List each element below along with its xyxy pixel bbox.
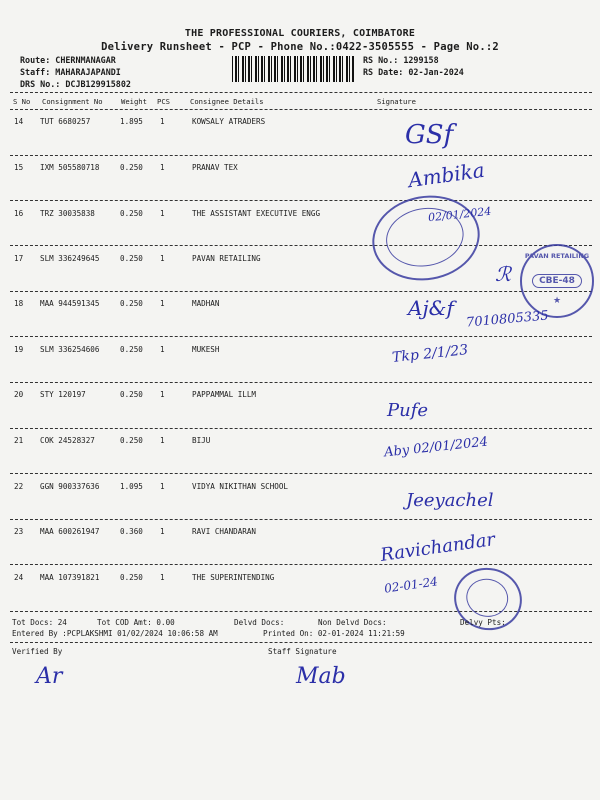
row-divider — [10, 382, 592, 383]
row-divider — [10, 473, 592, 474]
row-sno: 24 — [14, 573, 24, 582]
drs-number: DRS No.: DCJB129915802 — [20, 79, 131, 89]
header-divider-top — [10, 92, 592, 93]
row-divider — [10, 336, 592, 337]
row-consignee: RAVI CHANDARAN — [192, 527, 257, 536]
col-consignee: Consignee Details — [190, 97, 264, 106]
row-pcs: 1 — [160, 390, 165, 399]
row-sno: 19 — [14, 345, 24, 354]
row-weight: 0.250 — [120, 390, 143, 399]
verifier-signature: Ar — [36, 664, 63, 689]
row-consignee: MADHAN — [192, 299, 220, 308]
staff-label: Staff: MAHARAJAPANDI — [20, 67, 121, 77]
signature-18: Aj&f — [408, 296, 454, 320]
row-consignee: BIJU — [192, 436, 211, 445]
rs-number: RS No.: 1299158 — [363, 55, 439, 65]
row-consignee: VIDYA NIKITHAN SCHOOL — [192, 482, 289, 491]
row-consignee: PAPPAMMAL ILLM — [192, 390, 257, 399]
row-divider — [10, 291, 592, 292]
row-weight: 0.250 — [120, 163, 143, 172]
row-sno: 22 — [14, 482, 24, 491]
staff-signature-label: Staff Signature — [268, 647, 337, 656]
stamp-pavan-name: PAVAN RETAILING — [524, 252, 590, 260]
row-pcs: 1 — [160, 527, 165, 536]
row-sno: 20 — [14, 390, 24, 399]
row-consignment: IXM 505580718 — [40, 163, 100, 172]
row-pcs: 1 — [160, 254, 165, 263]
row-weight: 0.250 — [120, 209, 143, 218]
verified-by-label: Verified By — [12, 647, 63, 656]
col-pcs: PCS — [157, 97, 170, 106]
signature-16-date: 02/01/2024 — [427, 204, 492, 225]
signature-19: Tkp 2/1/23 — [391, 342, 469, 366]
row-sno: 17 — [14, 254, 24, 263]
row-pcs: 1 — [160, 482, 165, 491]
row-divider — [10, 428, 592, 429]
col-sno: S No — [13, 97, 31, 106]
signature-21: Aby 02/01/2024 — [383, 434, 489, 461]
row-consignment: COK 24528327 — [40, 436, 95, 445]
row-consignee: KOWSALY ATRADERS — [192, 117, 266, 126]
row-sno: 23 — [14, 527, 24, 536]
row-consignee: MUKESH — [192, 345, 220, 354]
col-consignment: Consignment No — [42, 97, 103, 106]
footer-divider — [10, 642, 592, 643]
row-consignee: THE SUPERINTENDING — [192, 573, 275, 582]
row-sno: 15 — [14, 163, 24, 172]
row-pcs: 1 — [160, 573, 165, 582]
row-weight: 0.250 — [120, 299, 143, 308]
signature-23: Ravichandar — [379, 529, 497, 566]
row-consignment: TUT 6680257 — [40, 117, 91, 126]
signature-20: Pufe — [387, 400, 429, 421]
row-divider — [10, 519, 592, 520]
company-title: THE PROFESSIONAL COURIERS, COIMBATORE — [184, 28, 416, 39]
row-consignee: THE ASSISTANT EXECUTIVE ENGG — [192, 209, 321, 218]
row-consignment: STY 120197 — [40, 390, 86, 399]
office-seal-stamp — [366, 187, 487, 288]
delivery-points: Delvy Pts: — [460, 618, 506, 627]
row-divider — [10, 200, 592, 201]
row-consignee: PRANAV TEX — [192, 163, 238, 172]
col-signature: Signature — [377, 97, 416, 106]
printed-on: Printed On: 02-01-2024 11:21:59 — [263, 629, 405, 638]
signature-18-phone: 7010805335 — [465, 308, 550, 331]
row-weight: 0.250 — [120, 573, 143, 582]
row-consignee: PAVAN RETAILING — [192, 254, 261, 263]
row-consignment: GGN 900337636 — [40, 482, 100, 491]
header-divider-bottom — [10, 109, 592, 110]
star-icon: ★ — [552, 296, 562, 306]
row-pcs: 1 — [160, 209, 165, 218]
row-sno: 18 — [14, 299, 24, 308]
row-consignment: SLM 336249645 — [40, 254, 100, 263]
row-weight: 0.250 — [120, 436, 143, 445]
row-pcs: 1 — [160, 117, 165, 126]
delivered-docs: Delvd Docs: — [234, 618, 285, 627]
row-consignment: TRZ 30035838 — [40, 209, 95, 218]
signature-17: ℛ — [495, 262, 511, 286]
row-weight: 1.095 — [120, 482, 143, 491]
signature-14: GSf — [405, 120, 454, 150]
signature-24-date: 02-01-24 — [383, 574, 439, 596]
stamp-pavan-code: CBE-48 — [532, 274, 582, 288]
row-sno: 21 — [14, 436, 24, 445]
signature-22: Jeeyachel — [406, 490, 494, 511]
row-consignment: MAA 944591345 — [40, 299, 100, 308]
col-weight: Weight — [121, 97, 147, 106]
barcode — [232, 56, 354, 82]
row-pcs: 1 — [160, 436, 165, 445]
total-docs: Tot Docs: 24 — [12, 618, 67, 627]
runsheet-subtitle: Delivery Runsheet - PCP - Phone No.:0422-3505555 - Page No.:2 — [101, 41, 499, 53]
non-delivered-docs: Non Delvd Docs: — [318, 618, 387, 627]
route-label: Route: CHERNMANAGAR — [20, 55, 116, 65]
pavan-retailing-stamp — [520, 244, 594, 318]
row-weight: 0.250 — [120, 254, 143, 263]
entered-by: Entered By :PCPLAKSHMI 01/02/2024 10:06:58 AM — [12, 629, 218, 638]
row-divider — [10, 564, 592, 565]
total-cod-amount: Tot COD Amt: 0.00 — [97, 618, 175, 627]
signature-15: Ambika — [406, 157, 486, 193]
row-consignment: MAA 600261947 — [40, 527, 100, 536]
row-weight: 0.250 — [120, 345, 143, 354]
row-consignment: SLM 336254606 — [40, 345, 100, 354]
rs-date: RS Date: 02-Jan-2024 — [363, 67, 464, 77]
row-weight: 1.895 — [120, 117, 143, 126]
row-sno: 16 — [14, 209, 24, 218]
row-weight: 0.360 — [120, 527, 143, 536]
row-pcs: 1 — [160, 345, 165, 354]
staff-signature: Mab — [296, 664, 346, 689]
row-divider — [10, 155, 592, 156]
row-sno: 14 — [14, 117, 24, 126]
row-pcs: 1 — [160, 299, 165, 308]
row-pcs: 1 — [160, 163, 165, 172]
row-consignment: MAA 107391821 — [40, 573, 100, 582]
row-divider — [10, 245, 592, 246]
